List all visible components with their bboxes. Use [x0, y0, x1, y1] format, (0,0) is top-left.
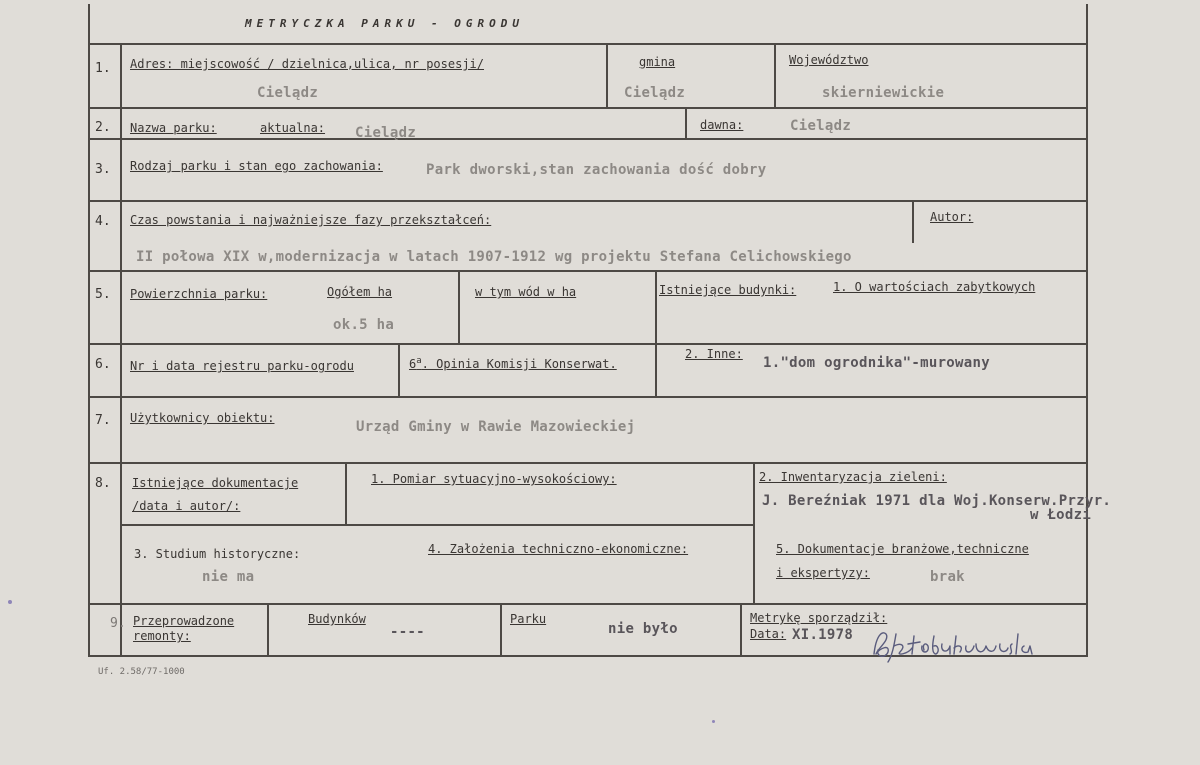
other-buildings-label: 2. Inne:: [685, 347, 743, 361]
cell-divider: [606, 44, 608, 108]
row-number-1: 1.: [95, 61, 111, 76]
park-area-label: Powierzchnia parku:: [130, 287, 268, 301]
row-number-9: 9.: [110, 616, 126, 631]
greenery-inventory-value: J. Bereźniak 1971 dla Woj.Konserw.Przyr.: [762, 493, 1112, 509]
cell-divider: [655, 344, 657, 397]
greenery-inventory-place: w Łodzi: [1030, 507, 1092, 523]
total-area-value: ok.5 ha: [333, 317, 395, 333]
row-divider: [88, 107, 1088, 109]
gmina-value: Cielądz: [624, 85, 686, 101]
total-area-label: Ogółem ha: [327, 285, 393, 299]
row-divider: [88, 462, 1088, 464]
row-number-6: 6.: [95, 357, 111, 372]
historical-study-label: 3. Studium historyczne:: [134, 547, 301, 561]
cell-divider: [912, 201, 914, 243]
form-title: METRYCZKA PARKU - OGRODU: [245, 17, 524, 30]
park-type-value: Park dworski,stan zachowania dość dobry: [426, 162, 767, 178]
number-column-divider: [120, 44, 122, 657]
voivodeship-value: skierniewickie: [822, 85, 945, 101]
form-border-left: [88, 4, 90, 657]
registry-label: Nr i data rejestru parku-ogrodu: [130, 359, 354, 373]
print-code: Uf. 2.58/77-1000: [98, 667, 185, 677]
water-area-label: w tym wód w ha: [475, 285, 577, 299]
former-name-value: Cielądz: [790, 118, 852, 134]
row-divider: [88, 396, 1088, 398]
row-number-8: 8.: [95, 476, 111, 491]
current-name-value: Cielądz: [355, 125, 417, 141]
docs-date-author-label: /data i autor/:: [132, 499, 241, 513]
cell-divider: [655, 271, 657, 344]
row-divider: [88, 343, 1088, 345]
row-divider: [88, 603, 1088, 605]
address-value: Cielądz: [257, 85, 319, 101]
opinion-number: 6: [409, 357, 417, 371]
cell-divider: [774, 44, 776, 108]
users-label: Użytkownicy obiektu:: [130, 411, 275, 425]
park-repairs-value: nie było: [608, 621, 678, 637]
expertise-value: brak: [930, 569, 965, 585]
survey-label: 1. Pomiar sytuacyjno-wysokościowy:: [371, 472, 617, 486]
expertise-label: i ekspertyzy:: [776, 566, 870, 580]
voivodeship-label: Województwo: [789, 53, 869, 67]
row-number-2: 2.: [95, 120, 111, 135]
signature-image: [868, 624, 1048, 664]
gmina-label: gmina: [639, 55, 676, 69]
repairs-label-2: remonty:: [133, 629, 191, 643]
greenery-inventory-label: 2. Inwentaryzacja zieleni:: [759, 470, 947, 484]
prepared-by-label: Metrykę sporządził:: [750, 611, 888, 625]
park-type-label: Rodzaj parku i stan ego zachowania:: [130, 159, 383, 173]
row-divider: [88, 138, 1088, 140]
branch-docs-label: 5. Dokumentacje branżowe,techniczne: [776, 542, 1029, 556]
author-label: Autor:: [930, 210, 974, 224]
cell-divider: [458, 271, 460, 344]
repairs-label: Przeprowadzone: [133, 614, 235, 628]
date-value: XI.1978: [792, 627, 854, 643]
cell-divider: [345, 463, 347, 526]
history-phases-value: II połowa XIX w,modernizacja w latach 1907-1912 wg projektu Stefana Celichowskiego: [136, 249, 852, 265]
former-name-label: dawna:: [700, 118, 744, 132]
existing-docs-label: Istniejące dokumentacje: [132, 476, 299, 490]
tech-econ-label: 4. Założenia techniczno-ekonomiczne:: [428, 542, 689, 556]
existing-buildings-label: Istniejące budynki:: [659, 283, 797, 297]
cell-divider: [267, 604, 269, 656]
historic-buildings-label: 1. O wartościach zabytkowych: [833, 280, 1036, 294]
users-value: Urząd Gminy w Rawie Mazowieckiej: [356, 419, 636, 435]
form-border-right: [1086, 4, 1088, 657]
buildings-repairs-value: ----: [390, 624, 425, 640]
opinion-superscript: a: [416, 356, 422, 366]
row-divider: [88, 270, 1088, 272]
row-divider: [88, 43, 1088, 45]
row-number-5: 5.: [95, 287, 111, 302]
historical-study-value: nie ma: [202, 569, 255, 585]
commission-opinion-label: [409, 357, 617, 370]
date-label: Data:: [750, 627, 787, 641]
row-number-7: 7.: [95, 413, 111, 428]
cell-divider: [120, 524, 755, 526]
cell-divider: [398, 344, 400, 397]
row-number-4: 4.: [95, 214, 111, 229]
park-name-label: Nazwa parku:: [130, 121, 217, 135]
cell-divider: [685, 108, 687, 139]
history-phases-label: Czas powstania i najważniejsze fazy przekształceń:: [130, 213, 492, 227]
other-buildings-value: 1."dom ogrodnika"-murowany: [763, 355, 990, 371]
ink-dot: [8, 600, 12, 604]
row-divider: [88, 200, 1088, 202]
buildings-repairs-label: Budynków: [308, 612, 366, 626]
address-label: Adres: miejscowość / dzielnica,ulica, nr posesji/: [130, 57, 485, 71]
park-repairs-label: Parku: [510, 612, 547, 626]
row-number-3: 3.: [95, 162, 111, 177]
cell-divider: [740, 604, 742, 656]
cell-divider: [753, 463, 755, 604]
cell-divider: [500, 604, 502, 656]
current-name-label: aktualna:: [260, 121, 326, 135]
opinion-text: . Opinia Komisji Konserwat.: [421, 357, 617, 371]
ink-dot: [712, 720, 715, 723]
